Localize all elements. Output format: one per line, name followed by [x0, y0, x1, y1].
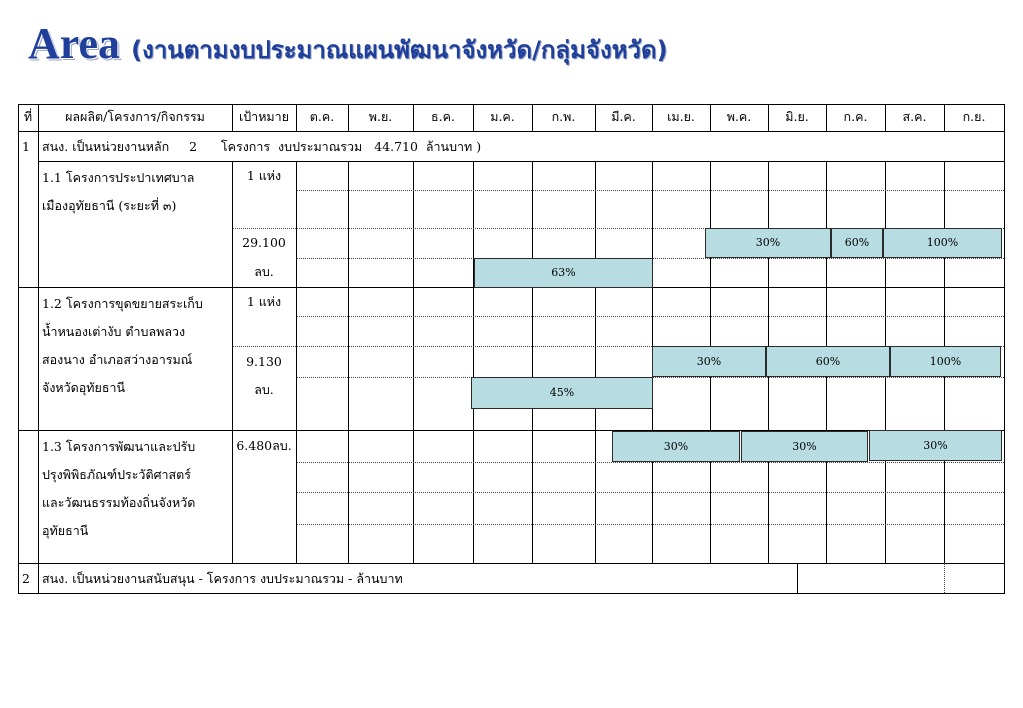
project-line: จังหวัดอุทัยธานี [42, 380, 126, 395]
header-no: ที่ [23, 109, 33, 124]
progress-bar: 30% [869, 430, 1002, 461]
project-line: และวัฒนธรรมท้องถิ่นจังหวัด [42, 495, 196, 510]
project-line: 1.2 โครงการขุดขยายสระเก็บ [42, 296, 203, 311]
progress-bar: 30% [652, 346, 766, 377]
header-month: ต.ค. [309, 109, 335, 124]
group1-title: สนง. เป็นหน่วยงานหลัก 2 โครงการ งบประมาณรวม 44.710 ล้านบาท ) [42, 139, 482, 154]
progress-bar: 30% [705, 228, 831, 258]
title-subtitle: (งานตามงบประมาณแผนพัฒนาจังหวัด/กลุ่มจังหวัด) [131, 36, 668, 64]
target-budget: 29.100 [242, 235, 286, 250]
target-budget-unit: ลบ. [254, 382, 274, 397]
project-line: สองนาง อำเภอสว่างอารมณ์ [42, 352, 193, 367]
target-unit: 1 แห่ง [246, 294, 282, 309]
header-month: เม.ย. [667, 109, 695, 124]
progress-bar: 60% [831, 228, 883, 258]
progress-bar: 30% [612, 431, 740, 462]
progress-bar: 63% [474, 258, 653, 288]
project-line: อุทัยธานี [42, 523, 89, 538]
target-unit: 1 แห่ง [246, 168, 282, 183]
target-budget: 9.130 [246, 354, 282, 369]
progress-bar: 100% [890, 346, 1001, 377]
header-project: ผลผลิต/โครงการ/กิจกรรม [65, 109, 205, 124]
project-line: 1.3 โครงการพัฒนาและปรับ [42, 439, 196, 454]
project-line: 1.1 โครงการประปาเทศบาล [42, 170, 195, 185]
header-target: เป้าหมาย [238, 109, 290, 124]
progress-bar: 60% [766, 346, 890, 377]
header-month: พ.ย. [368, 109, 393, 124]
header-month: ก.ค. [843, 109, 868, 124]
project-line: ปรุงพิพิธภัณฑ์ประวัติศาสตร์ [42, 467, 191, 482]
title-main: Area [28, 19, 121, 68]
group1-number: 1 [22, 139, 30, 154]
header-month: ก.ย. [962, 109, 986, 124]
header-month: มิ.ย. [785, 109, 809, 124]
group2-number: 2 [22, 571, 30, 586]
header-month: พ.ค. [726, 109, 752, 124]
header-month: ธ.ค. [431, 109, 455, 124]
header-month: ก.พ. [551, 109, 576, 124]
progress-bar: 45% [471, 377, 653, 409]
header-month: ส.ค. [902, 109, 927, 124]
header-month: มี.ค. [611, 109, 636, 124]
target-budget: 6.480ลบ. [236, 438, 292, 453]
group2-title: สนง. เป็นหน่วยงานสนับสนุน - โครงการ งบประมาณรวม - ล้านบาท [42, 571, 403, 586]
progress-bar: 30% [741, 431, 868, 462]
project-line: น้ำหนองเต่างับ ตำบลพลวง [42, 324, 186, 339]
progress-bar: 100% [883, 228, 1002, 258]
target-budget-unit: ลบ. [254, 264, 274, 279]
header-month: ม.ค. [490, 109, 515, 124]
project-line: เมืองอุทัยธานี (ระยะที่ ๓) [42, 198, 177, 213]
